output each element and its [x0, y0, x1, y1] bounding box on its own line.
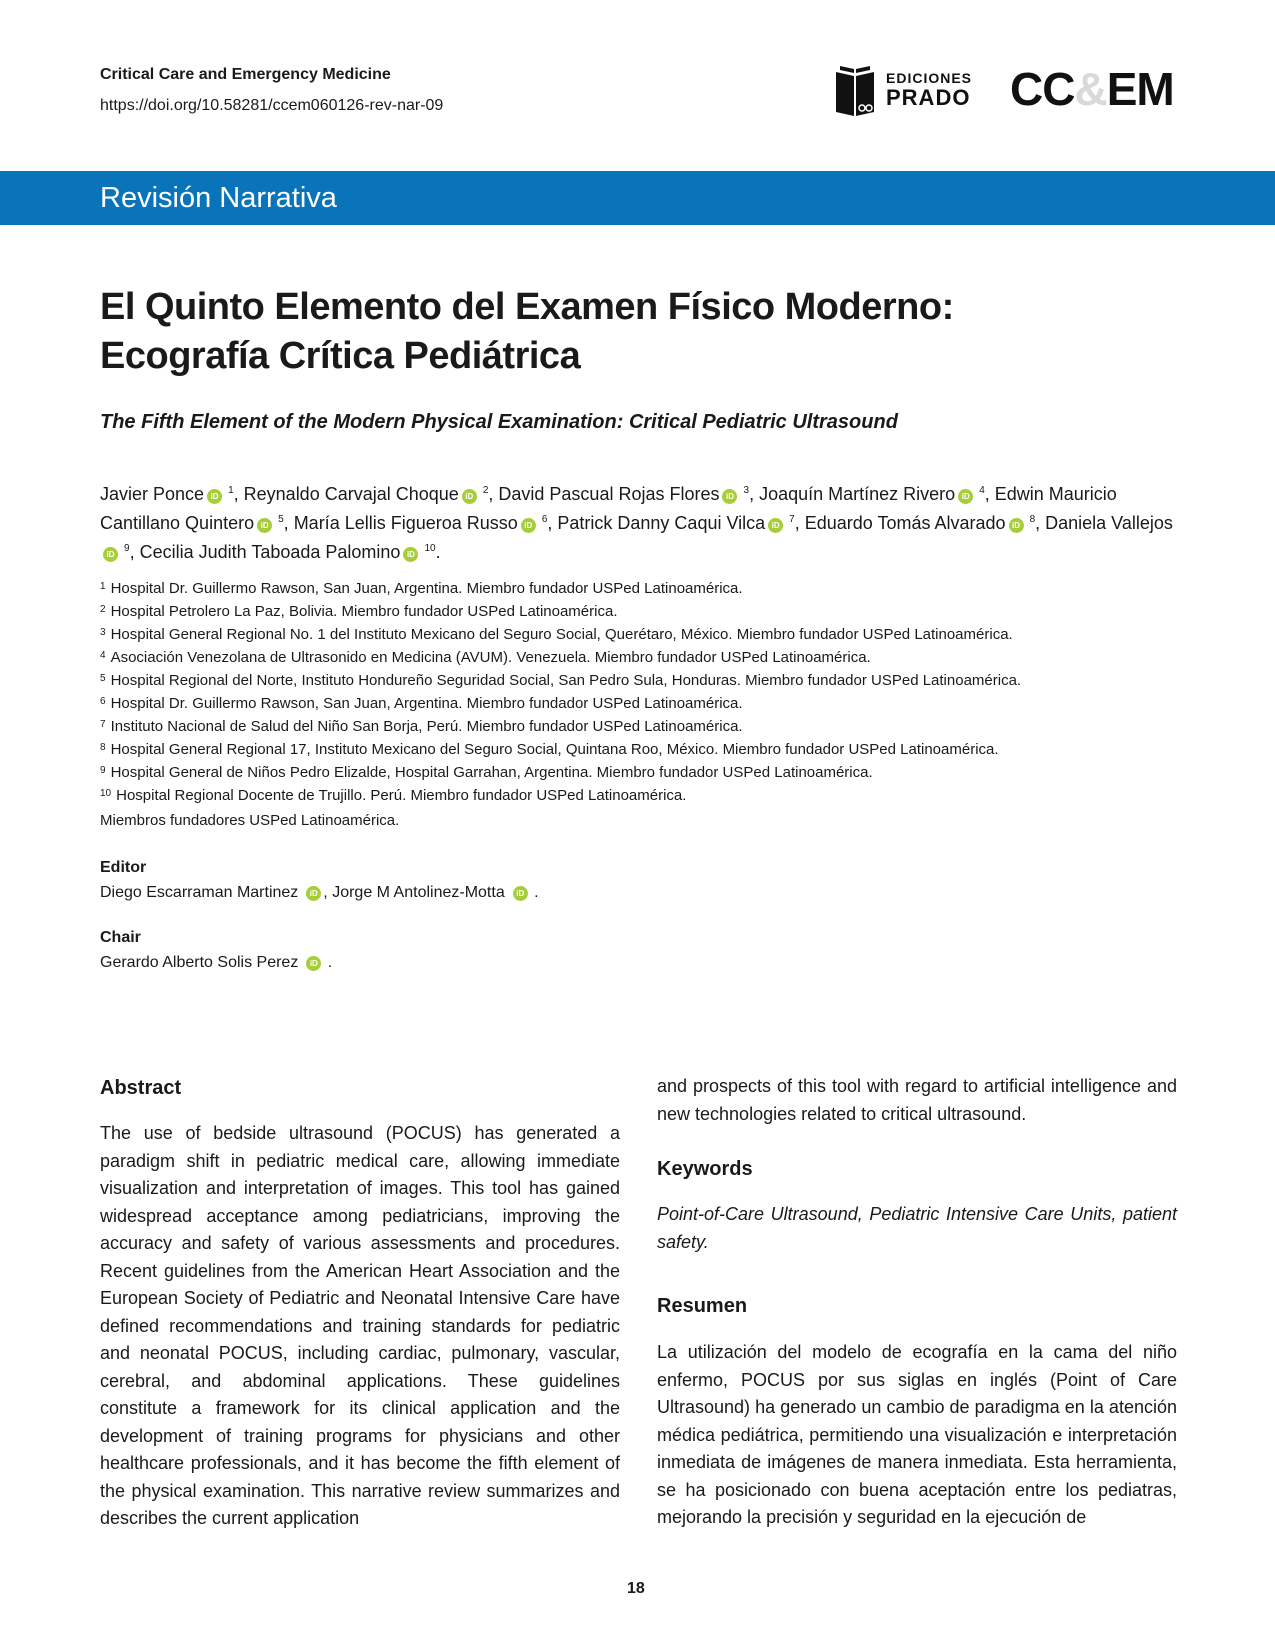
author-sep: , — [984, 484, 995, 504]
affiliation-num: 6 — [100, 696, 106, 707]
orcid-icon[interactable]: iD — [521, 518, 536, 533]
affiliation-num: 10 — [100, 788, 112, 799]
affiliation — [100, 646, 1190, 669]
publisher-line2: PRADO — [886, 85, 971, 110]
affiliation-text: Hospital Regional del Norte, Instituto Hondureño Seguridad Social, San Pedro Sula, Honduras. Miembro fundador USPed Latinoamérica. — [110, 672, 1022, 689]
affiliation — [100, 600, 1190, 623]
orcid-icon[interactable]: iD — [958, 489, 973, 504]
author-sup: 5 — [278, 514, 284, 525]
author-name: Edwin Mauricio Cantillano Quintero — [100, 484, 1117, 533]
author-sup: 9 — [124, 543, 130, 554]
author-name: David Pascual Rojas Flores — [498, 484, 720, 504]
author-name: Joaquín Martínez Rivero — [759, 484, 956, 504]
affiliation — [100, 715, 1190, 738]
author-sep: . — [435, 542, 441, 562]
editor-heading: Editor — [100, 859, 147, 876]
author-name: Daniela Vallejos — [1045, 513, 1173, 533]
page-number: 18 — [627, 1580, 645, 1597]
author-sep: , — [283, 513, 294, 533]
orcid-icon[interactable]: iD — [257, 518, 272, 533]
english-title: The Fifth Element of the Modern Physical Examination: Critical Pediatric Ultrasound — [100, 411, 898, 433]
affiliation-num: 2 — [100, 604, 106, 615]
orcid-icon[interactable]: iD — [207, 489, 222, 504]
journal-name: Critical Care and Emergency Medicine — [100, 66, 391, 83]
author-sup: 7 — [789, 514, 795, 525]
affiliation-text: Hospital General de Niños Pedro Elizalde, Hospital Garrahan, Argentina. Miembro fundador USPed Latinoamérica. — [110, 764, 873, 781]
orcid-icon[interactable]: iD — [462, 489, 477, 504]
affiliation-num: 8 — [100, 742, 106, 753]
publisher-logo — [832, 62, 972, 118]
author-sup: 8 — [1029, 514, 1036, 525]
affiliation-list — [100, 577, 1190, 807]
doi-link[interactable]: https://doi.org/10.58281/ccem060126-rev-nar-09 — [100, 97, 444, 114]
affiliation-num: 4 — [100, 650, 106, 661]
author-sup: 6 — [541, 514, 548, 525]
author-name: Cecilia Judith Taboada Palomino — [139, 542, 401, 562]
affiliation-num: 1 — [100, 581, 106, 592]
keywords-text: Point-of-Care Ultrasound, Pediatric Intensive Care Units, patient safety. — [657, 1204, 1177, 1252]
book-icon — [832, 62, 878, 118]
editor-name: Diego Escarraman Martinez — [100, 884, 299, 901]
affiliation — [100, 623, 1190, 646]
abstract-text: The use of bedside ultrasound (POCUS) has generated a paradigm shift in pediatric medical care, allowing immediate visualization and interpretation of images. This tool has gained widespread acceptance among pediatricians, improving the accuracy and safety of various assessments and procedures. Recent guidelines from the American Heart Association and the European Society of Pediatric and Neonatal Intensive Care have defined recommendations and training standards for pediatric and neonatal POCUS, including cardiac, pulmonary, vascular, cerebral, and abdominal applications. These guidelines constitute a framework for its clinical application and the development of training programs for physicians and other healthcare professionals, and it has become the fifth element of the physical examination. This narrative review summarizes and describes the current application — [100, 1123, 620, 1528]
chair-names — [100, 954, 332, 972]
affiliation — [100, 761, 1190, 784]
chair-heading: Chair — [100, 929, 141, 946]
affiliation — [100, 784, 1190, 807]
publisher-line1: EDICIONES — [886, 70, 973, 86]
author-name: Patrick Danny Caqui Vilca — [557, 513, 766, 533]
author-sep: , — [129, 542, 140, 562]
editor-end: . — [534, 884, 539, 901]
affiliation-text: Hospital Petrolero La Paz, Bolivia. Miembro fundador USPed Latinoamérica. — [110, 603, 618, 620]
orcid-icon[interactable]: iD — [1009, 518, 1024, 533]
orcid-icon[interactable]: iD — [103, 547, 118, 562]
affiliation-num: 3 — [100, 627, 106, 638]
founders-note: Miembros fundadores USPed Latinoamérica. — [100, 812, 400, 829]
section-label: Revisión Narrativa — [100, 182, 337, 214]
title-line-1: El Quinto Elemento del Examen Físico Moderno: — [100, 286, 954, 328]
author-sep: , — [749, 484, 760, 504]
ccem-logo — [1010, 62, 1174, 116]
author-list — [100, 478, 1180, 565]
section-band — [0, 171, 1275, 225]
keywords-heading: Keywords — [657, 1158, 753, 1180]
orcid-icon[interactable]: iD — [513, 886, 528, 901]
author-name: Eduardo Tomás Alvarado — [804, 513, 1006, 533]
affiliation-text: Hospital General Regional 17, Instituto Mexicano del Seguro Social, Quintana Roo, México. Miembro fundador USPed Latinoamérica. — [110, 741, 999, 758]
author-name: María Lellis Figueroa Russo — [293, 513, 518, 533]
affiliation-num: 5 — [100, 673, 106, 684]
editor-name: Jorge M Antolinez-Motta — [332, 884, 505, 901]
author-sep: , — [794, 513, 805, 533]
orcid-icon[interactable]: iD — [722, 489, 737, 504]
author-sup: 4 — [979, 485, 985, 496]
orcid-icon[interactable]: iD — [768, 518, 783, 533]
affiliation-text: Instituto Nacional de Salud del Niño San Borja, Perú. Miembro fundador USPed Latinoamérica. — [110, 718, 743, 735]
affiliation-text: Hospital General Regional No. 1 del Instituto Mexicano del Seguro Social, Querétaro, México. Miembro fundador USPed Latinoamérica. — [110, 626, 1013, 643]
author-name: Javier Ponce — [100, 484, 205, 504]
abstract-heading: Abstract — [100, 1077, 182, 1099]
affiliation-text: Asociación Venezolana de Ultrasonido en Medicina (AVUM). Venezuela. Miembro fundador USPed Latinoamérica. — [110, 649, 871, 666]
affiliation — [100, 692, 1190, 715]
article-title — [100, 283, 1180, 381]
author-name: Reynaldo Carvajal Choque — [243, 484, 459, 504]
affiliation-text: Hospital Regional Docente de Trujillo. Perú. Miembro fundador USPed Latinoamérica. — [116, 787, 687, 804]
orcid-icon[interactable]: iD — [306, 886, 321, 901]
brand-cc: CC — [1010, 63, 1075, 115]
author-sup: 2 — [482, 485, 489, 496]
orcid-icon[interactable]: iD — [306, 956, 321, 971]
author-sep: , — [1035, 513, 1046, 533]
author-sup: 3 — [743, 485, 750, 496]
chair-end: . — [327, 954, 333, 971]
author-sup: 10 — [424, 543, 436, 554]
brand-amp: & — [1074, 63, 1107, 115]
author-sup: 1 — [228, 485, 234, 496]
author-sep: , — [488, 484, 499, 504]
affiliation-text: Hospital Dr. Guillermo Rawson, San Juan, Argentina. Miembro fundador USPed Latinoamérica. — [110, 580, 743, 597]
title-line-2: Ecografía Crítica Pediátrica — [100, 335, 581, 377]
abstract-continuation: and prospects of this tool with regard to artificial intelligence and new technologies related to critical ultrasound. — [657, 1076, 1177, 1124]
affiliation — [100, 669, 1190, 692]
affiliation-num: 7 — [100, 719, 106, 730]
author-sep: , — [547, 513, 558, 533]
affiliation-num: 9 — [100, 765, 106, 776]
editor-names: Diego Escarraman Martinez iD , Jorge M Antolinez-Motta iD . — [100, 884, 539, 901]
resumen-text: La utilización del modelo de ecografía en la cama del niño enfermo, POCUS por sus siglas en inglés (Point of Care Ultrasound) ha generado un cambio de paradigma en la atención médica pediátrica, permitiendo una visualización e interpretación inmediata de imágenes de manera inmediata. Esta herramienta, se ha posicionado con buena aceptación entre los pediatras, mejorando la precisión y seguridad en la ejecución de — [657, 1342, 1177, 1527]
orcid-icon[interactable]: iD — [403, 547, 418, 562]
affiliation — [100, 738, 1190, 761]
affiliation — [100, 577, 1190, 600]
author-sep: , — [233, 484, 244, 504]
chair-name: Gerardo Alberto Solis Perez — [100, 954, 299, 971]
brand-em: EM — [1106, 63, 1174, 115]
affiliation-text: Hospital Dr. Guillermo Rawson, San Juan, Argentina. Miembro fundador USPed Latinoamérica. — [110, 695, 743, 712]
resumen-heading: Resumen — [657, 1295, 748, 1317]
